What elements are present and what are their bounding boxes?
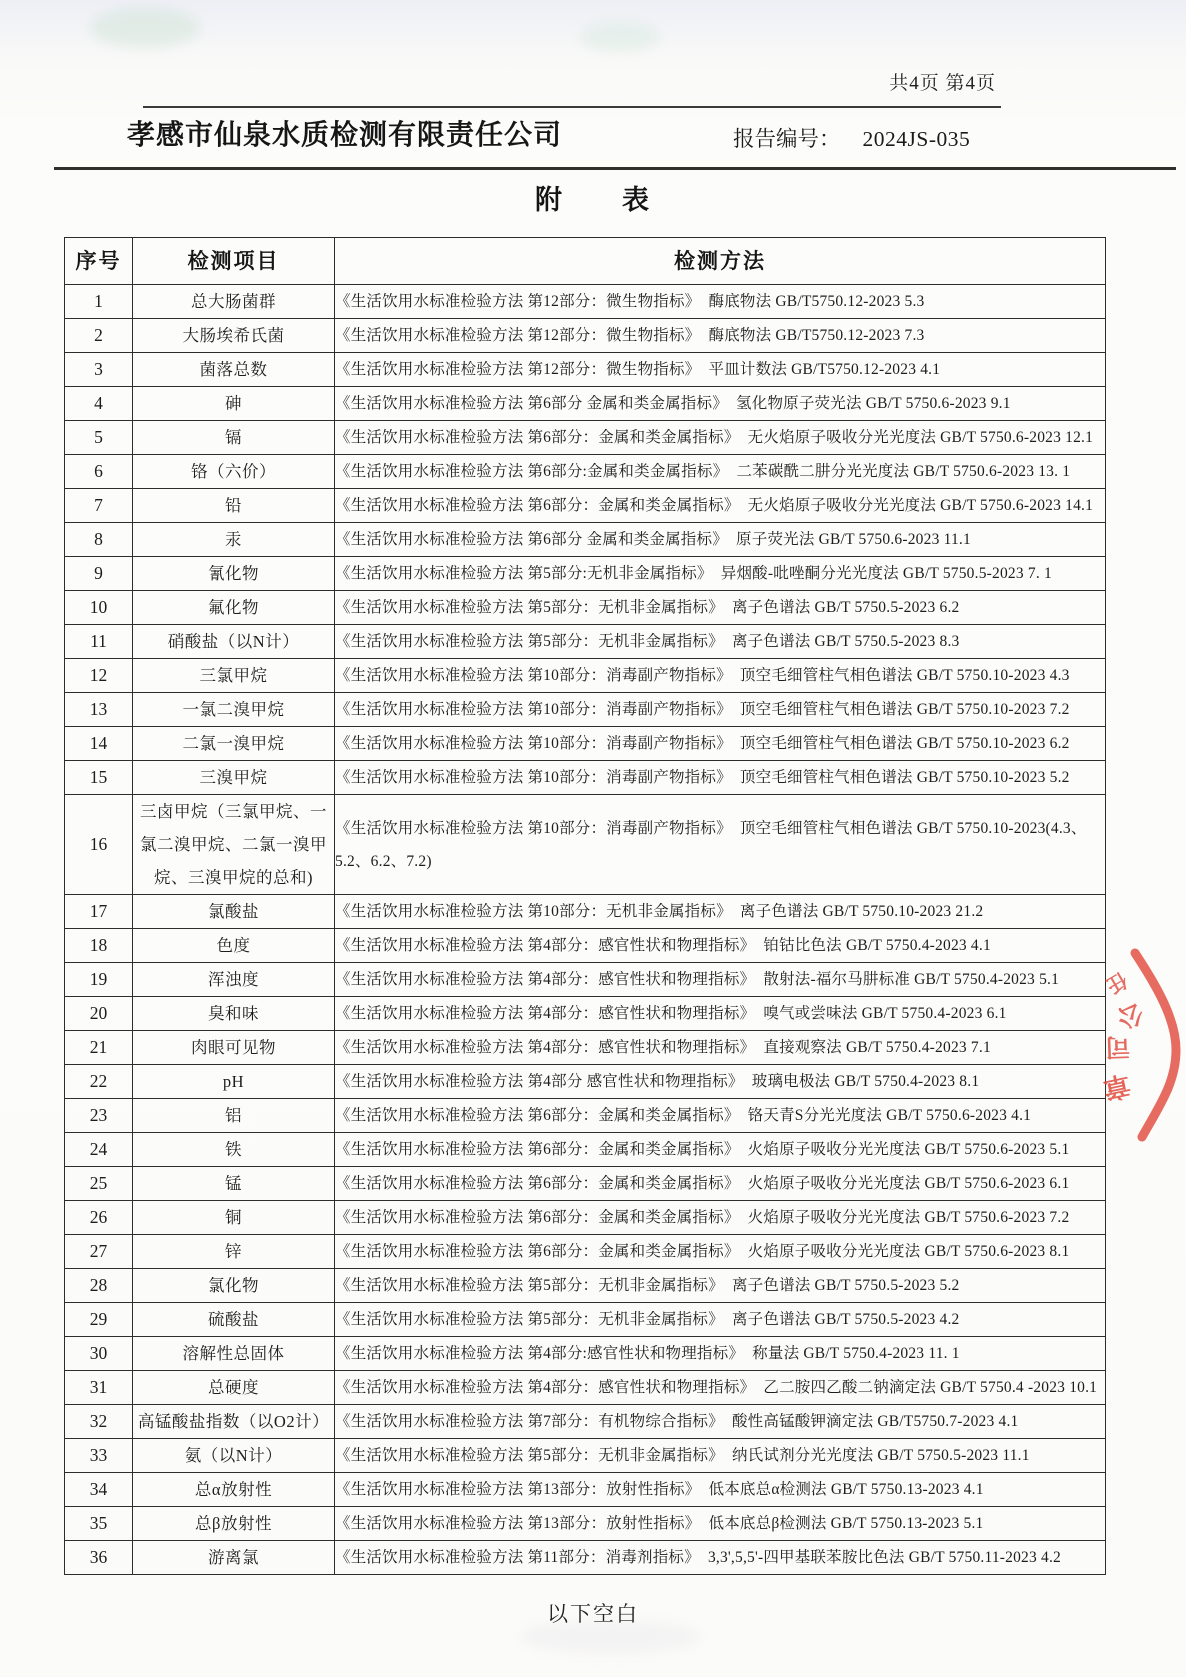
table-row xyxy=(65,421,1106,455)
row-number: 13 xyxy=(65,693,133,727)
test-item: 锰 xyxy=(133,1167,335,1201)
test-method: 《生活饮用水标准检验方法 第4部分：感官性状和物理指标》 直接观察法 GB/T 5750.4-2023 7.1 xyxy=(335,1031,1106,1065)
row-number: 10 xyxy=(65,591,133,625)
test-method: 《生活饮用水标准检验方法 第7部分：有机物综合指标》 酸性高锰酸钾滴定法 GB/T5750.7-2023 4.1 xyxy=(335,1405,1106,1439)
seal-char: 章 xyxy=(1100,1069,1133,1105)
table-row xyxy=(65,929,1106,963)
column-header-no: 序号 xyxy=(65,238,133,285)
row-number: 25 xyxy=(65,1167,133,1201)
test-method: 《生活饮用水标准检验方法 第10部分：无机非金属指标》 离子色谱法 GB/T 5750.10-2023 21.2 xyxy=(335,895,1106,929)
test-method: 《生活饮用水标准检验方法 第10部分：消毒副产物指标》 顶空毛细管柱气相色谱法 GB/T 5750.10-2023 6.2 xyxy=(335,727,1106,761)
test-method: 《生活饮用水标准检验方法 第10部分：消毒副产物指标》 顶空毛细管柱气相色谱法 GB/T 5750.10-2023(4.3、5.2、6.2、7.2) xyxy=(335,795,1106,895)
test-method: 《生活饮用水标准检验方法 第13部分：放射性指标》 低本底总β检测法 GB/T 5750.13-2023 5.1 xyxy=(335,1507,1106,1541)
table-row xyxy=(65,1133,1106,1167)
row-number: 36 xyxy=(65,1541,133,1575)
detection-methods-table xyxy=(64,237,1106,1575)
test-item: 铜 xyxy=(133,1201,335,1235)
test-item: 氨（以N计） xyxy=(133,1439,335,1473)
table-row xyxy=(65,761,1106,795)
test-item: 总硬度 xyxy=(133,1371,335,1405)
row-number: 31 xyxy=(65,1371,133,1405)
row-number: 30 xyxy=(65,1337,133,1371)
row-number: 29 xyxy=(65,1303,133,1337)
test-item: 氟化物 xyxy=(133,591,335,625)
test-item: 硝酸盐（以N计） xyxy=(133,625,335,659)
test-method: 《生活饮用水标准检验方法 第4部分：感官性状和物理指标》 嗅气或尝味法 GB/T 5750.4-2023 6.1 xyxy=(335,997,1106,1031)
blank-below-note: 以下空白 xyxy=(547,1602,639,1626)
report-number-label: 报告编号： xyxy=(733,127,841,151)
row-number: 2 xyxy=(65,319,133,353)
row-number: 17 xyxy=(65,895,133,929)
test-item: 三卤甲烷（三氯甲烷、一氯二溴甲烷、二氯一溴甲烷、三溴甲烷的总和) xyxy=(133,795,335,895)
test-item: 菌落总数 xyxy=(133,353,335,387)
row-number: 19 xyxy=(65,963,133,997)
test-item: 臭和味 xyxy=(133,997,335,1031)
company-name: 孝感市仙泉水质检测有限责任公司 xyxy=(127,119,563,150)
test-method: 《生活饮用水标准检验方法 第6部分：金属和类金属指标》 火焰原子吸收分光光度法 GB/T 5750.6-2023 8.1 xyxy=(335,1235,1106,1269)
table-row xyxy=(65,1439,1106,1473)
table-row xyxy=(65,963,1106,997)
row-number: 27 xyxy=(65,1235,133,1269)
test-item: 浑浊度 xyxy=(133,963,335,997)
test-method: 《生活饮用水标准检验方法 第4部分：感官性状和物理指标》 散射法-福尔马肼标准 GB/T 5750.4-2023 5.1 xyxy=(335,963,1106,997)
row-number: 9 xyxy=(65,557,133,591)
test-item: 总大肠菌群 xyxy=(133,285,335,319)
table-row xyxy=(65,1371,1106,1405)
table-row xyxy=(65,1541,1106,1575)
table-row xyxy=(65,659,1106,693)
row-number: 22 xyxy=(65,1065,133,1099)
row-number: 32 xyxy=(65,1405,133,1439)
table-row xyxy=(65,319,1106,353)
test-method: 《生活饮用水标准检验方法 第12部分：微生物指标》 酶底物法 GB/T5750.12-2023 5.3 xyxy=(335,285,1106,319)
test-method: 《生活饮用水标准检验方法 第6部分：金属和类金属指标》 无火焰原子吸收分光光度法 GB/T 5750.6-2023 12.1 xyxy=(335,421,1106,455)
test-method: 《生活饮用水标准检验方法 第11部分：消毒剂指标》 3,3',5,5'-四甲基联苯胺比色法 GB/T 5750.11-2023 4.2 xyxy=(335,1541,1106,1575)
test-method: 《生活饮用水标准检验方法 第4部分 感官性状和物理指标》 玻璃电极法 GB/T 5750.4-2023 8.1 xyxy=(335,1065,1106,1099)
seal-char: 公 xyxy=(1114,998,1147,1032)
test-item: 溶解性总固体 xyxy=(133,1337,335,1371)
test-item: 总β放射性 xyxy=(133,1507,335,1541)
test-method: 《生活饮用水标准检验方法 第13部分：放射性指标》 低本底总α检测法 GB/T 5750.13-2023 4.1 xyxy=(335,1473,1106,1507)
table-row xyxy=(65,895,1106,929)
seal-char: 任 xyxy=(1102,967,1131,997)
table-row xyxy=(65,1235,1106,1269)
row-number: 26 xyxy=(65,1201,133,1235)
test-method: 《生活饮用水标准检验方法 第5部分：无机非金属指标》 离子色谱法 GB/T 5750.5-2023 8.3 xyxy=(335,625,1106,659)
table-header-row xyxy=(65,238,1106,285)
table-row xyxy=(65,727,1106,761)
test-item: 砷 xyxy=(133,387,335,421)
test-item: 铬（六价） xyxy=(133,455,335,489)
table-row xyxy=(65,1269,1106,1303)
row-number: 35 xyxy=(65,1507,133,1541)
test-method: 《生活饮用水标准检验方法 第6部分：金属和类金属指标》 无火焰原子吸收分光光度法 GB/T 5750.6-2023 14.1 xyxy=(335,489,1106,523)
test-method: 《生活饮用水标准检验方法 第6部分：金属和类金属指标》 火焰原子吸收分光光度法 GB/T 5750.6-2023 6.1 xyxy=(335,1167,1106,1201)
row-number: 16 xyxy=(65,795,133,895)
test-item: 铝 xyxy=(133,1099,335,1133)
page-title: 附 表 xyxy=(535,185,651,215)
table-row xyxy=(65,795,1106,895)
report-number xyxy=(733,122,970,153)
row-number: 23 xyxy=(65,1099,133,1133)
row-number: 8 xyxy=(65,523,133,557)
test-method: 《生活饮用水标准检验方法 第6部分：金属和类金属指标》 铬天青S分光光度法 GB/T 5750.6-2023 4.1 xyxy=(335,1099,1106,1133)
table-row xyxy=(65,591,1106,625)
test-item: 二氯一溴甲烷 xyxy=(133,727,335,761)
test-item: 氯酸盐 xyxy=(133,895,335,929)
test-method: 《生活饮用水标准检验方法 第4部分:感官性状和物理指标》 称量法 GB/T 5750.4-2023 11. 1 xyxy=(335,1337,1106,1371)
row-number: 6 xyxy=(65,455,133,489)
page-number-indicator: 共4页 第4页 xyxy=(889,73,996,94)
test-item: 肉眼可见物 xyxy=(133,1031,335,1065)
table-row xyxy=(65,557,1106,591)
table-row xyxy=(65,1337,1106,1371)
test-item: 大肠埃希氏菌 xyxy=(133,319,335,353)
scan-artifact xyxy=(90,8,200,48)
test-item: 一氯二溴甲烷 xyxy=(133,693,335,727)
test-method: 《生活饮用水标准检验方法 第12部分：微生物指标》 平皿计数法 GB/T5750.12-2023 4.1 xyxy=(335,353,1106,387)
test-method: 《生活饮用水标准检验方法 第10部分：消毒副产物指标》 顶空毛细管柱气相色谱法 GB/T 5750.10-2023 5.2 xyxy=(335,761,1106,795)
test-method: 《生活饮用水标准检验方法 第6部分:金属和类金属指标》 二苯碳酰二肼分光光度法 GB/T 5750.6-2023 13. 1 xyxy=(335,455,1106,489)
table-row xyxy=(65,997,1106,1031)
test-method: 《生活饮用水标准检验方法 第5部分：无机非金属指标》 离子色谱法 GB/T 5750.5-2023 4.2 xyxy=(335,1303,1106,1337)
row-number: 14 xyxy=(65,727,133,761)
seal-char: 司 xyxy=(1104,1032,1131,1060)
test-item: 氰化物 xyxy=(133,557,335,591)
report-number-value: 2024JS-035 xyxy=(862,127,971,151)
table-row xyxy=(65,1201,1106,1235)
row-number: 11 xyxy=(65,625,133,659)
test-method: 《生活饮用水标准检验方法 第5部分:无机非金属指标》 异烟酸-吡唑酮分光光度法 GB/T 5750.5-2023 7. 1 xyxy=(335,557,1106,591)
test-method: 《生活饮用水标准检验方法 第6部分 金属和类金属指标》 氢化物原子荧光法 GB/T 5750.6-2023 9.1 xyxy=(335,387,1106,421)
table-row xyxy=(65,625,1106,659)
test-method: 《生活饮用水标准检验方法 第6部分 金属和类金属指标》 原子荧光法 GB/T 5750.6-2023 11.1 xyxy=(335,523,1106,557)
test-method: 《生活饮用水标准检验方法 第5部分：无机非金属指标》 离子色谱法 GB/T 5750.5-2023 6.2 xyxy=(335,591,1106,625)
row-number: 5 xyxy=(65,421,133,455)
test-method: 《生活饮用水标准检验方法 第5部分：无机非金属指标》 纳氏试剂分光光度法 GB/T 5750.5-2023 11.1 xyxy=(335,1439,1106,1473)
table-row xyxy=(65,693,1106,727)
header-rule-bottom xyxy=(54,167,1176,170)
test-item: 铅 xyxy=(133,489,335,523)
test-method: 《生活饮用水标准检验方法 第6部分：金属和类金属指标》 火焰原子吸收分光光度法 GB/T 5750.6-2023 5.1 xyxy=(335,1133,1106,1167)
test-item: 总α放射性 xyxy=(133,1473,335,1507)
test-method: 《生活饮用水标准检验方法 第10部分：消毒副产物指标》 顶空毛细管柱气相色谱法 GB/T 5750.10-2023 4.3 xyxy=(335,659,1106,693)
row-number: 18 xyxy=(65,929,133,963)
table-row xyxy=(65,387,1106,421)
table-row xyxy=(65,1405,1106,1439)
test-method: 《生活饮用水标准检验方法 第5部分：无机非金属指标》 离子色谱法 GB/T 5750.5-2023 5.2 xyxy=(335,1269,1106,1303)
test-item: 三氯甲烷 xyxy=(133,659,335,693)
row-number: 15 xyxy=(65,761,133,795)
table-row xyxy=(65,1031,1106,1065)
scan-artifact xyxy=(580,22,660,52)
test-item: 游离氯 xyxy=(133,1541,335,1575)
test-item: 氯化物 xyxy=(133,1269,335,1303)
table-row xyxy=(65,353,1106,387)
row-number: 34 xyxy=(65,1473,133,1507)
test-method: 《生活饮用水标准检验方法 第12部分：微生物指标》 酶底物法 GB/T5750.12-2023 7.3 xyxy=(335,319,1106,353)
column-header-item: 检测项目 xyxy=(133,238,335,285)
row-number: 24 xyxy=(65,1133,133,1167)
test-item: pH xyxy=(133,1065,335,1099)
seal-arc xyxy=(1135,953,1176,1137)
table-row xyxy=(65,1473,1106,1507)
table-row xyxy=(65,1065,1106,1099)
test-method: 《生活饮用水标准检验方法 第4部分：感官性状和物理指标》 乙二胺四乙酸二钠滴定法 GB/T 5750.4 -2023 10.1 xyxy=(335,1371,1106,1405)
row-number: 12 xyxy=(65,659,133,693)
test-item: 汞 xyxy=(133,523,335,557)
table-row xyxy=(65,1303,1106,1337)
test-item: 铁 xyxy=(133,1133,335,1167)
test-item: 高锰酸盐指数（以O2计） xyxy=(133,1405,335,1439)
table-row xyxy=(65,455,1106,489)
row-number: 7 xyxy=(65,489,133,523)
row-number: 21 xyxy=(65,1031,133,1065)
row-number: 3 xyxy=(65,353,133,387)
table-row xyxy=(65,1099,1106,1133)
test-method: 《生活饮用水标准检验方法 第4部分：感官性状和物理指标》 铂钴比色法 GB/T 5750.4-2023 4.1 xyxy=(335,929,1106,963)
table-row xyxy=(65,1167,1106,1201)
test-method: 《生活饮用水标准检验方法 第6部分：金属和类金属指标》 火焰原子吸收分光光度法 GB/T 5750.6-2023 7.2 xyxy=(335,1201,1106,1235)
test-item: 锌 xyxy=(133,1235,335,1269)
table-row xyxy=(65,489,1106,523)
table-row xyxy=(65,523,1106,557)
table-row xyxy=(65,285,1106,319)
test-method: 《生活饮用水标准检验方法 第10部分：消毒副产物指标》 顶空毛细管柱气相色谱法 GB/T 5750.10-2023 7.2 xyxy=(335,693,1106,727)
test-item: 三溴甲烷 xyxy=(133,761,335,795)
test-item: 色度 xyxy=(133,929,335,963)
row-number: 4 xyxy=(65,387,133,421)
test-item: 硫酸盐 xyxy=(133,1303,335,1337)
row-number: 33 xyxy=(65,1439,133,1473)
test-item: 镉 xyxy=(133,421,335,455)
column-header-method: 检测方法 xyxy=(335,238,1106,285)
table-row xyxy=(65,1507,1106,1541)
row-number: 1 xyxy=(65,285,133,319)
header-rule-top xyxy=(143,106,1001,108)
row-number: 28 xyxy=(65,1269,133,1303)
row-number: 20 xyxy=(65,997,133,1031)
